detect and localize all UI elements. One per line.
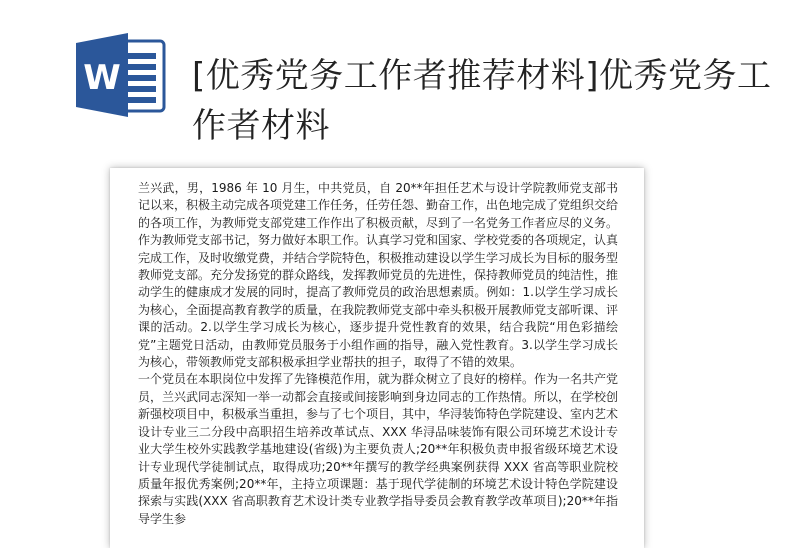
document-paragraph: 兰兴武，男，1986 年 10 月生，中共党员，自 20**年担任艺术与设计学院教师党支部书记以来，积极主动完成各项党建工作任务，任劳任怨、勤奋工作，出色地完成了党组织交给的各项工作，为教师党支部党建工作作出了积极贡献，尽到了一名党务工作者应尽的义务。 bbox=[138, 181, 619, 230]
document-page-preview bbox=[110, 168, 644, 548]
svg-text:W: W bbox=[83, 58, 121, 98]
document-title: [优秀党务工作者推荐材料]优秀党务工作者材料 bbox=[192, 55, 772, 146]
document-paragraph: 一个党员在本职岗位中发挥了先锋模范作用，就为群众树立了良好的榜样。作为一名共产党员，兰兴武同志深知一举一动都会直接或间接影响到身边同志的工作热情。所以，在学校创新强校项目中，积极承当重担，参与了七个项目，其中，华浔装饰特色学院建设、室内艺术设计专业三二分段中高职招生培养改革试点、XXX 华浔品味装饰有限公司环境艺术设计专业大学生校外实践教学基地建设(省级)为主要负责人;20**年积极负责申报省级环境艺术设计专业现代学徒制试点，取得成功;20**年撰写的教学经典案例获得 XXX 省高等职业院校质量年报优秀案例;20**年，主持立项课题：基于现代学徒制的环境艺术设计特色学院建设探索与实践(XXX 省高职教育艺术设计类专业教学指导委员会教育教学改革项目);20**年指导学生参 bbox=[138, 372, 619, 526]
document-body bbox=[138, 180, 618, 528]
word-document-icon bbox=[72, 31, 168, 119]
document-paragraph: 作为教师党支部书记，努力做好本职工作。认真学习党和国家、学校党委的各项规定，认真完成工作，及时收缴党费，并结合学院特色，积极推动建设以学生学习成长为目标的服务型教师党支部。充分发扬党的群众路线，发挥教师党员的先进性，保持教师党员的纯洁性，推动学生的健康成才发展的同时，提高了教师党员的政治思想素质。例如：1.以学生学习成长为核心，全面提高教育教学的质量，在我院教师党支部中牵头积极开展教师党支部听课、评课的活动。2.以学生学习成长为核心，逐步提升党性教育的效果，结合我院“用色彩描绘党”主题党日活动，由教师党员服务于小组作画的指导，融入党性教育。3.以学生学习成长为核心，带领教师党支部积极承担学业帮扶的担子，取得了不错的效果。 bbox=[138, 233, 619, 370]
document-header bbox=[0, 0, 800, 160]
